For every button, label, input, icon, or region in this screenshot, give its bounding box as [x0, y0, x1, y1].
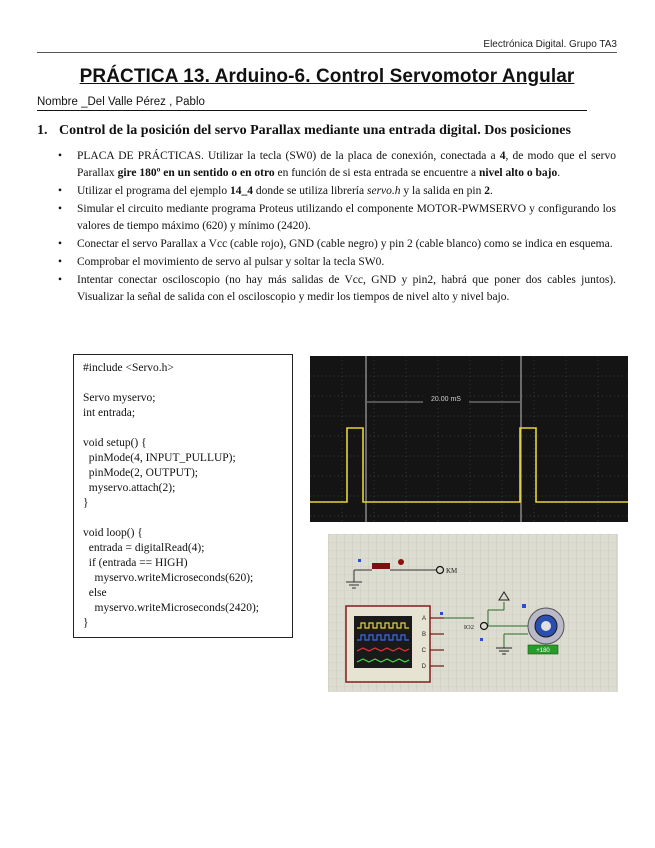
list-item-text: gire 180º en un sentido o en otro [117, 167, 275, 179]
pin-marker [358, 559, 361, 562]
name-text: Nombre _Del Valle Pérez , Pablo [37, 96, 205, 108]
switch-button [372, 563, 390, 569]
net-label: KM [446, 567, 458, 575]
bullet-dot: • [58, 185, 63, 197]
scope-screen [354, 616, 412, 668]
pin-marker [522, 604, 526, 608]
instruction-list [58, 148, 616, 307]
bullet-dot: • [58, 274, 63, 286]
pin-marker [480, 638, 483, 641]
measure-label: 20.00 mS [431, 396, 461, 403]
page-header: Electrónica Digital. Grupo TA3 [483, 39, 617, 50]
list-item-text: 14_4 [229, 185, 253, 197]
list-item-text: Utilizar el programa del ejemplo [77, 185, 230, 197]
list-item [58, 272, 616, 306]
list-item-text: y la salida en pin [400, 185, 485, 197]
pin-label-a: A [421, 616, 426, 622]
list-item [58, 254, 616, 271]
list-item-text: 2 [484, 185, 490, 197]
pin-label-b: B [421, 632, 426, 638]
bullet-dot: • [58, 256, 63, 268]
list-item [58, 236, 616, 253]
list-item-text: en función de si esta entrada se encuentre a [274, 167, 479, 179]
list-item [58, 148, 616, 182]
servo-hub [541, 621, 551, 631]
name-line [37, 96, 587, 111]
list-item-text: , de modo que el servo Parallax [77, 150, 616, 179]
bullet-dot: • [58, 150, 63, 162]
section-title: Control de la posición del servo Parallax mediante una entrada digital. Dos posiciones [59, 123, 571, 138]
bullet-dot: • [58, 238, 63, 250]
pin-label-c: C [421, 648, 426, 654]
pin-marker [440, 612, 443, 615]
proteus-schematic [328, 534, 618, 692]
scope-background [310, 356, 628, 522]
bullet-dot: • [58, 203, 63, 215]
list-item-text: servo.h [366, 185, 401, 197]
list-item [58, 201, 616, 235]
servo-angle-value: +180 [536, 648, 550, 654]
switch-indicator [398, 559, 404, 565]
header-rule [37, 52, 617, 53]
list-item-text: Conectar el servo Parallax a Vcc (cable rojo), GND (cable negro) y pin 2 (cable blanco) como se indica en esquema. [77, 238, 613, 250]
oscilloscope-capture [310, 356, 628, 522]
io-label: IO2 [463, 624, 474, 631]
list-item [58, 183, 616, 200]
page-title: PRÁCTICA 13. Arduino-6. Control Servomotor Angular [79, 66, 575, 87]
list-item-text: . [489, 185, 493, 197]
list-item-text: Simular el circuito mediante programa Proteus utilizando el componente MOTOR-PWMSERVO y configurando los valores de tiempo máximo (620) y mínimo (2420). [77, 203, 616, 232]
code-box [73, 354, 293, 638]
list-item-text: . [557, 167, 561, 179]
section-heading [37, 123, 627, 139]
arduino-code: #include <Servo.h> Servo myservo; int entrada; void setup() { pinMode(4, INPUT_PULLUP); pinMode(2, OUTPUT); myservo.attach(2); } void loop() { entrada = digitalRead(4); if (entrada == HIGH) myservo.writeMicroseconds(620); else myservo.writeMicroseconds(2420); } [83, 362, 259, 629]
pin-label-d: D [421, 664, 426, 670]
list-item-text: Comprobar el movimiento de servo al pulsar y soltar la tecla SW0. [77, 256, 385, 268]
list-item-text: Intentar conectar osciloscopio (no hay más salidas de Vcc, GND y pin2, habrá que poner dos cables juntos). Visualizar la señal de salida con el osciloscopio y medir los tiempos de nivel alto y nivel bajo. [77, 274, 616, 303]
list-item-text: nivel alto o bajo [478, 167, 558, 179]
list-item-text: 4 [499, 150, 506, 162]
list-item-text: PLACA DE PRÁCTICAS. Utilizar la tecla (SW0) de la placa de conexión, conectada a [77, 150, 500, 162]
list-item-text: donde se utiliza librería [252, 185, 367, 197]
section-number: 1. [37, 123, 48, 138]
